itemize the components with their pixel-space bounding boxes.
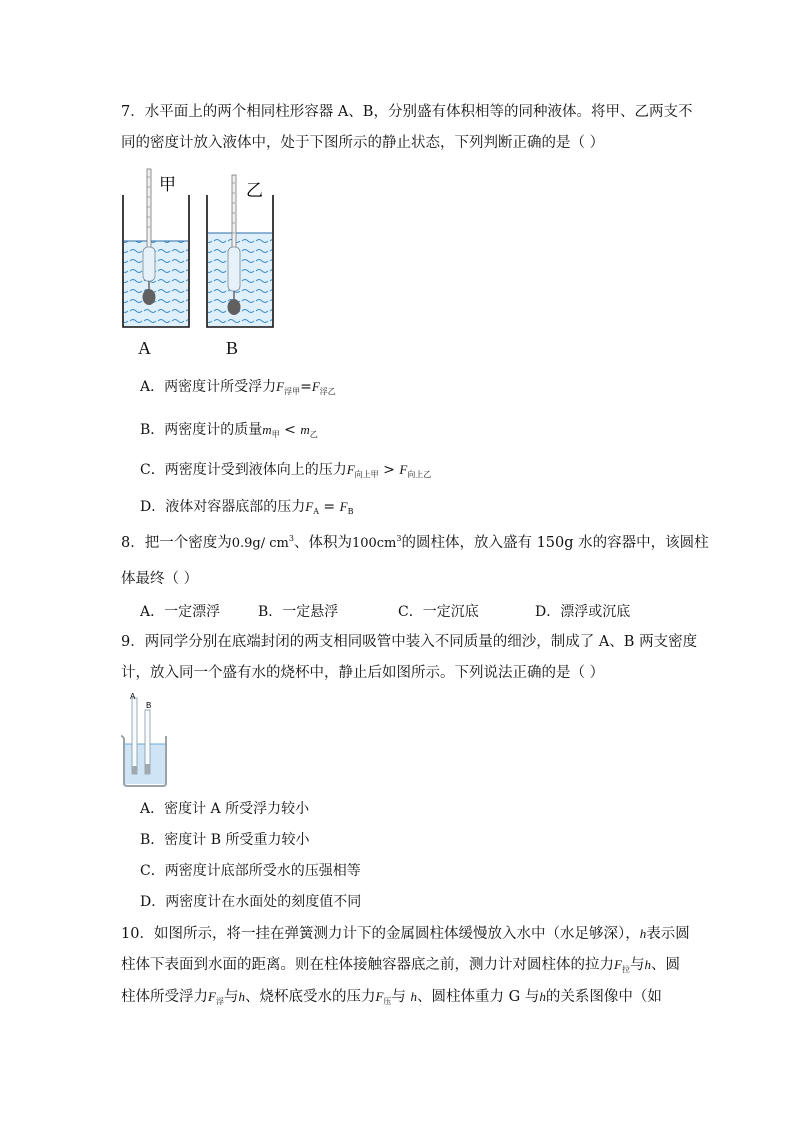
q9-option-a: A．密度计 A 所受浮力较小 (140, 801, 310, 817)
caption-a: A (138, 338, 151, 358)
caption-b: B (226, 338, 239, 358)
q9-option-d: D．两密度计在水面处的刻度值不同 (140, 894, 362, 910)
label-a: A (130, 692, 136, 701)
q8-option-c: C．一定沉底 (398, 604, 479, 620)
q7-option-b: B．两密度计的质量$m_甲 < m_乙$ (140, 422, 318, 439)
q8-option-d: D．漂浮或沉底 (535, 604, 631, 620)
container-a (123, 195, 189, 327)
q9-line-2: 计，放入同一个盛有水的烧杯中，静止后如图所示。下列说法正确的是（ ） (121, 665, 605, 681)
q9-line-1: 9．两同学分别在底端封闭的两支相同吸管中装入不同质量的细沙，制成了 A、B 两支密度 (121, 634, 698, 650)
q7-line-2: 同的密度计放入液体中，处于下图所示的静止状态，下列判断正确的是（ ） (121, 135, 605, 151)
label-yi: 乙 (246, 181, 263, 201)
q9-option-b: B．密度计 B 所受重力较小 (140, 832, 310, 848)
q10-line-1: 10．如图所示，将一挂在弹簧测力计下的金属圆柱体缓慢放入水中（水足够深），h表示圆 (121, 926, 690, 942)
q8-option-b: B．一定悬浮 (258, 604, 339, 620)
q10-line-2: 柱体下表面到水面的距离。则在柱体接触容器底之前，测力计对圆柱体的拉力$F_拉$与h、圆 (121, 957, 680, 974)
q7-option-d: D．液体对容器底部的压力$F_A = F_B$ (140, 499, 354, 516)
label-b: B (146, 701, 152, 710)
label-jia: 甲 (159, 175, 176, 195)
q7-option-c: C．两密度计受到液体向上的压力$F_{向上甲} > F_{向上乙}$ (140, 462, 432, 479)
q9-beaker-figure (118, 690, 174, 788)
q10-line-3: 柱体所受浮力$F_浮$与h、烧杯底受水的压力$F_压$与 h、圆柱体重力 G 与h的关系图像中（如 (121, 989, 662, 1006)
q8-line-1: 8．把一个密度为0.9g/ $cm^3$、体积为$100cm^3$的圆柱体，放入盛有 150g 水的容器中，该圆柱 (121, 534, 709, 551)
q7-option-a: A．两密度计所受浮力$F_{浮甲}=F_{浮乙}$ (140, 379, 336, 396)
q8-option-a: A．一定漂浮 (140, 604, 221, 620)
q7-line-1: 7．水平面上的两个相同柱形容器 A、B，分别盛有体积相等的同种液体。将甲、乙两支不 (121, 104, 693, 120)
q9-option-c: C．两密度计底部所受水的压强相等 (140, 863, 361, 879)
q8-line-2: 体最终（ ） (121, 571, 199, 587)
q7-figure (115, 165, 290, 365)
